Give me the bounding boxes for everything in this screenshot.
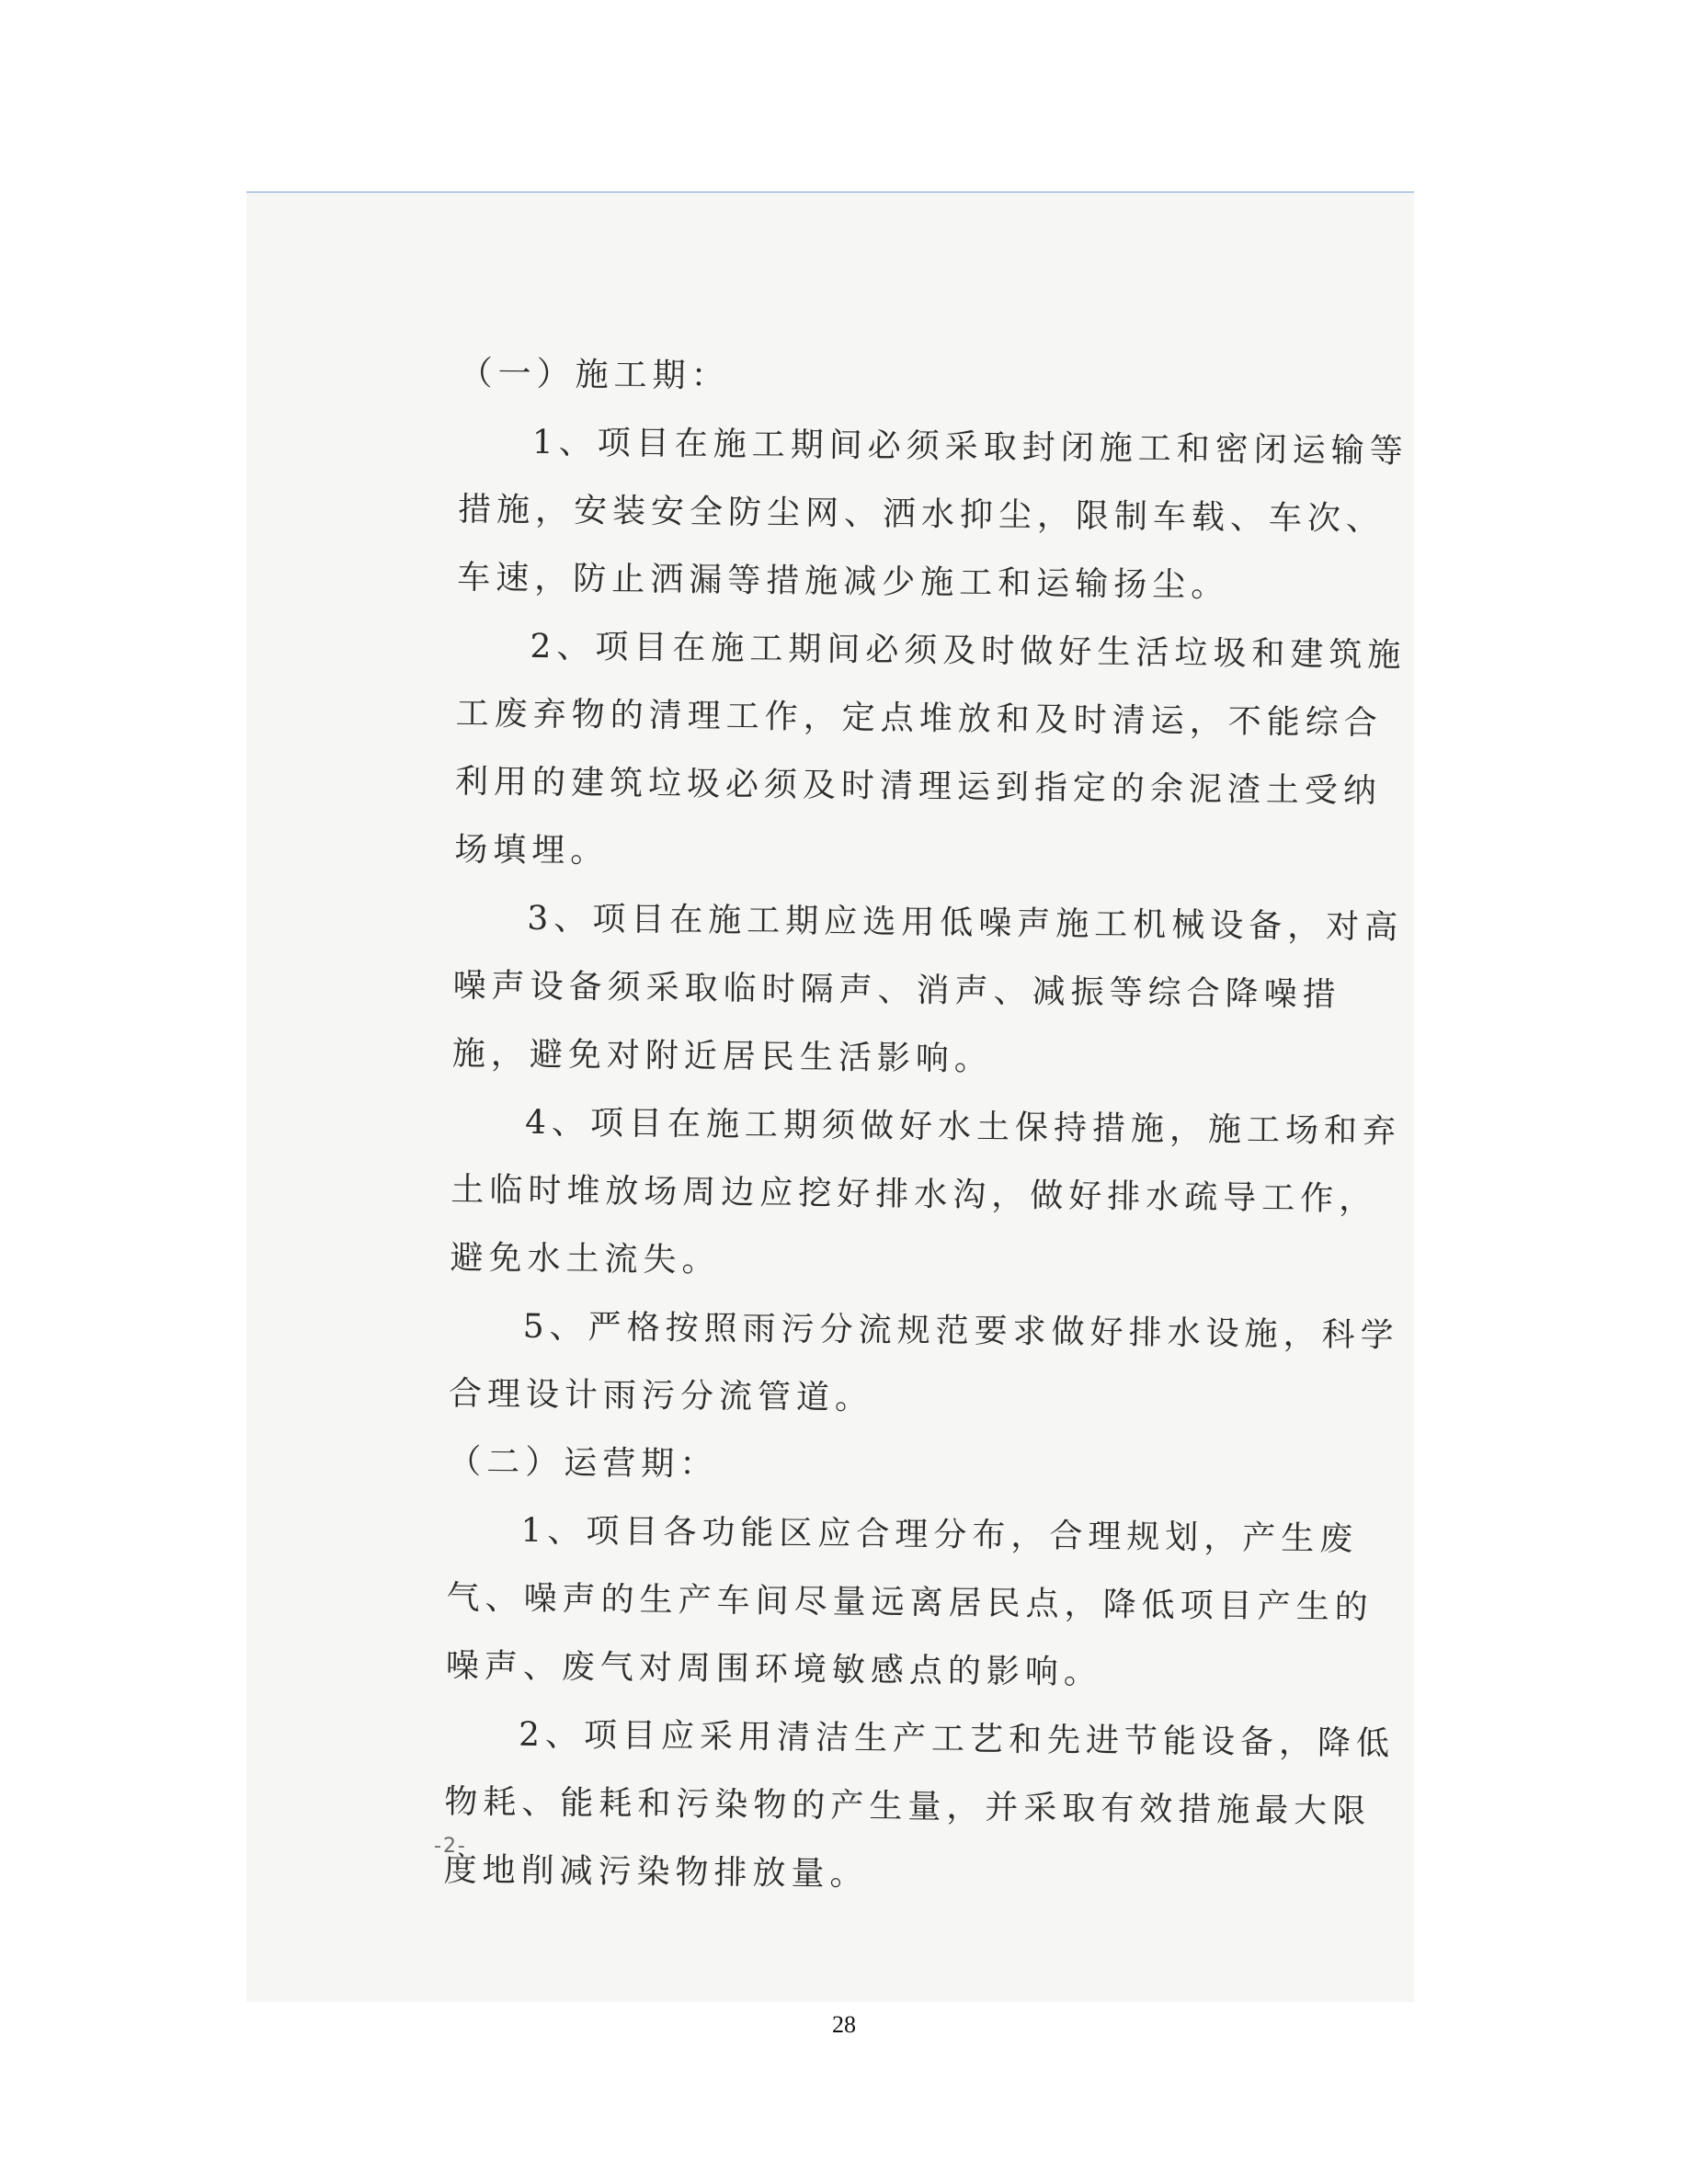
document-body bbox=[443, 340, 1416, 1915]
construction-item-4: 4、项目在施工期须做好水土保持措施，施工场和弃土临时堆放场周边应挖好排水沟，做好排水疏导工作，避免水土流失。 bbox=[450, 1103, 1402, 1280]
section-heading-construction: （一）施工期： bbox=[459, 354, 730, 396]
operation-item-1: 1、项目各功能区应合理分布，合理规划，产生废气、噪声的生产车间尽量远离居民点，降低项目产生的噪声、废气对周围环境敏感点的影响。 bbox=[445, 1511, 1374, 1692]
section-heading-operation: （二）运营期： bbox=[448, 1442, 719, 1484]
construction-item-2: 2、项目在施工期间必须及时做好生活垃圾和建筑施工废弃物的清理工作，定点堆放和及时清运，不能综合利用的建筑垃圾必须及时清理运到指定的余泥渣土受纳场填埋。 bbox=[453, 627, 1407, 870]
scan-top-rule bbox=[246, 191, 1414, 193]
construction-item-3: 3、项目在施工期应选用低噪声施工机械设备，对高噪声设备须采取临时隔声、消声、减振等综合降噪措施，避免对附近居民生活影响。 bbox=[451, 899, 1404, 1079]
operation-item-2: 2、项目应采用清洁生产工艺和先进节能设备，降低物耗、能耗和污染物的产生量，并采取有效措施最大限度地削减污染物排放量。 bbox=[443, 1715, 1396, 1894]
construction-item-1: 1、项目在施工期间必须采取封闭施工和密闭运输等措施，安装安全防尘网、洒水抑尘，限制车载、车次、车速，防止洒漏等措施减少施工和运输扬尘。 bbox=[457, 423, 1409, 605]
construction-item-5: 5、严格按照雨污分流规范要求做好排水设施，科学合理设计雨污分流管道。 bbox=[448, 1307, 1399, 1417]
scan-page-number: -2- bbox=[434, 1835, 467, 1858]
page-number: 28 bbox=[832, 2011, 856, 2038]
